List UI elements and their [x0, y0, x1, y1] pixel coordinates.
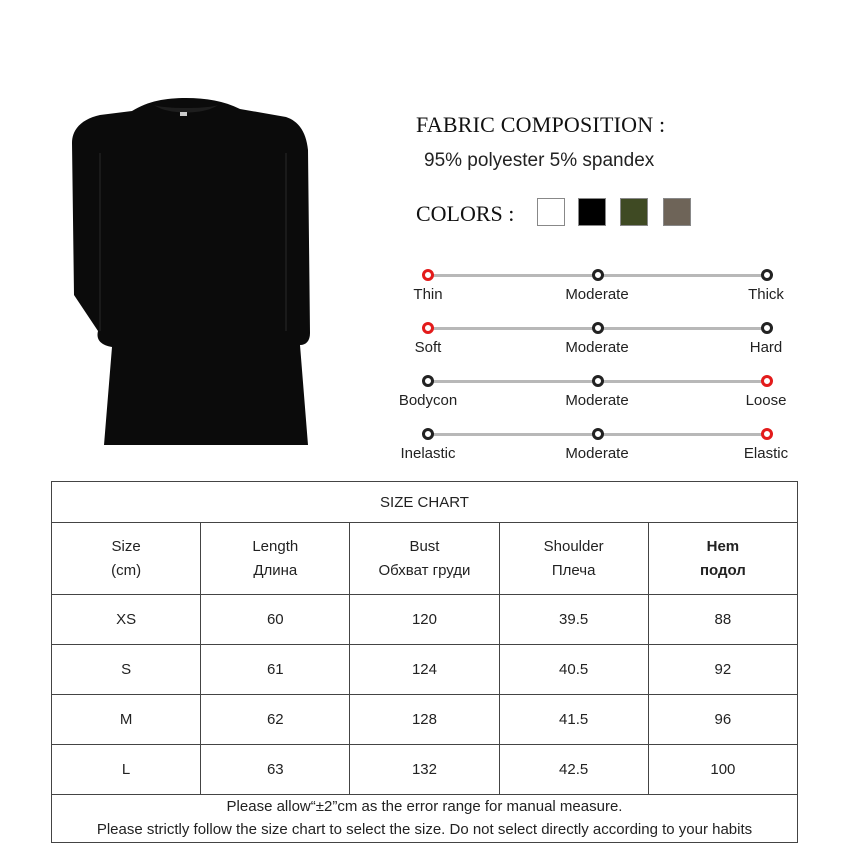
scale-label: Moderate	[565, 286, 629, 303]
header-size: Size (cm)	[52, 523, 201, 595]
scale-label: Hard	[749, 339, 783, 356]
scale-dot	[592, 428, 604, 440]
scale-label: Bodycon	[398, 392, 458, 409]
scale-label: Elastic	[743, 445, 789, 462]
scale-label: Soft	[414, 339, 442, 356]
color-swatch-olive[interactable]	[620, 198, 648, 226]
fit-scale-row	[396, 322, 796, 366]
table-row: S 61 124 40.5 92	[52, 645, 798, 695]
scale-label: Thin	[413, 286, 443, 303]
fabric-composition-title: FABRIC COMPOSITION :	[416, 112, 666, 137]
scale-label: Loose	[745, 392, 787, 409]
scale-dot-selected	[761, 428, 773, 440]
scale-dot-selected	[422, 322, 434, 334]
header-shoulder: Shoulder Плеча	[499, 523, 648, 595]
header-hem: Hem подол	[648, 523, 797, 595]
colors-label: COLORS :	[416, 201, 515, 226]
product-image	[60, 95, 320, 450]
measurement-note	[52, 795, 798, 843]
scale-label: Moderate	[565, 445, 629, 462]
scale-label: Moderate	[565, 339, 629, 356]
scale-dot	[592, 269, 604, 281]
table-row: XS 60 120 39.5 88	[52, 595, 798, 645]
scale-dot	[592, 322, 604, 334]
color-swatch-white[interactable]	[537, 198, 565, 226]
fabric-composition-value: 95% polyester 5% spandex	[424, 150, 655, 171]
scale-dot	[761, 322, 773, 334]
scale-dot	[761, 269, 773, 281]
table-row: L 63 132 42.5 100	[52, 745, 798, 795]
scale-label: Inelastic	[400, 445, 456, 462]
scale-label: Moderate	[565, 392, 629, 409]
table-row: M 62 128 41.5 96	[52, 695, 798, 745]
color-swatch-taupe[interactable]	[663, 198, 691, 226]
color-swatch-black[interactable]	[578, 198, 606, 226]
fit-scale-row	[396, 375, 796, 419]
header-length: Length Длина	[201, 523, 350, 595]
note-line-2: Please strictly follow the size chart to select the size. Do not select directly according to your habits	[96, 820, 753, 838]
size-chart-header-row	[52, 523, 798, 595]
size-chart-table	[51, 481, 798, 843]
sleeveless-top-shape	[72, 98, 310, 445]
label-tag	[180, 112, 187, 116]
fit-scale-row	[396, 269, 796, 313]
fit-scale-row	[396, 428, 796, 472]
note-line-1: Please allow“±2”cm as the error range for manual measure.	[226, 798, 623, 815]
scale-dot	[592, 375, 604, 387]
scale-dot-selected	[422, 269, 434, 281]
scale-dot	[422, 375, 434, 387]
scale-dot	[422, 428, 434, 440]
header-bust: Bust Обхват груди	[350, 523, 499, 595]
scale-dot-selected	[761, 375, 773, 387]
scale-label: Thick	[748, 286, 784, 303]
size-chart-title: SIZE CHART	[52, 482, 798, 523]
